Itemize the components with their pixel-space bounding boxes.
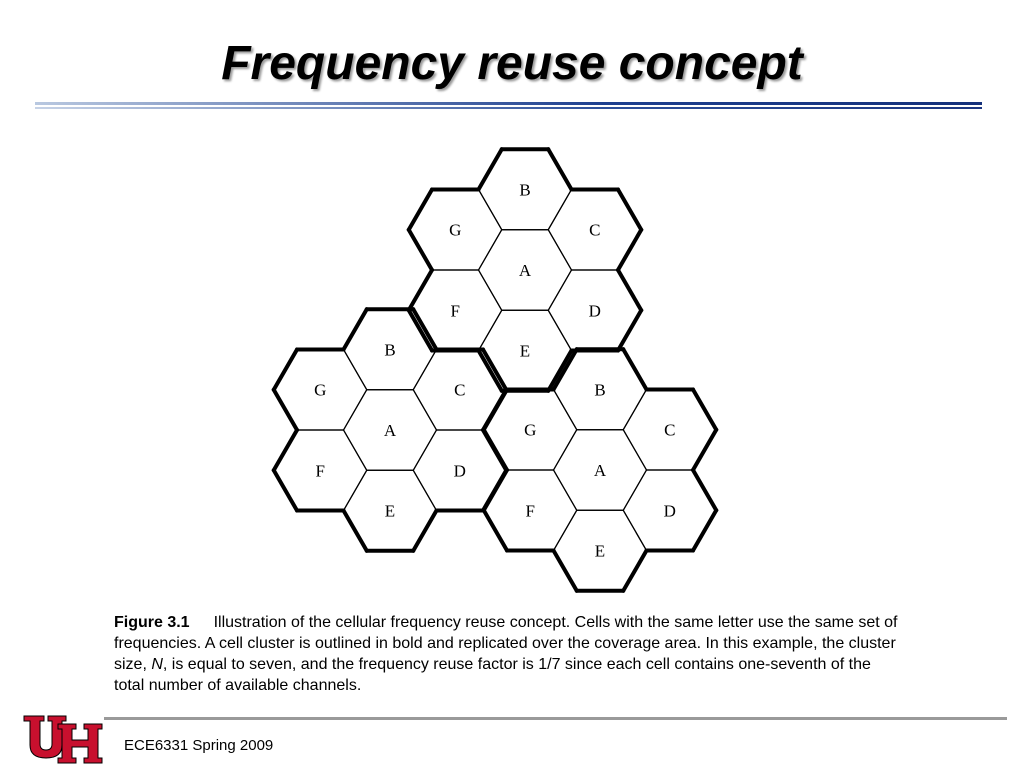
cluster-outline-edge-left [274,349,297,389]
cell-label-top-c: C [589,220,601,240]
cluster-outline-edge-left [483,349,506,389]
cluster-outline-edge-left [274,430,297,470]
cluster-outline-edge-right [693,389,716,429]
cluster-outline-edge-top [618,189,641,229]
cell-label-top-b: B [519,180,531,200]
cluster-outline-edge-left [413,511,436,551]
cluster-outline-edge-right [693,510,716,550]
cell-label-left-g: G [314,380,327,400]
cluster-outline-edge-right [554,349,577,389]
cell-label-top-f: F [450,301,460,321]
cell-label-top-d: D [588,301,601,321]
cluster-outline-edge-top [618,270,641,310]
cluster-outline-edge-right [484,430,507,470]
cell-label-right-f: F [525,501,535,521]
footer-course-label: ECE6331 Spring 2009 [124,737,274,754]
cell-label-right-d: D [663,501,676,521]
cell-label-left-f: F [315,461,325,481]
caption-variable-n: N [151,656,163,673]
cluster-outline-edge-left [413,309,436,349]
cluster-outline-edge-right [484,389,507,429]
cluster-outline-edge-right [484,470,507,510]
cell-label-left-e: E [384,501,396,521]
cell-label-left-c: C [454,380,466,400]
uh-logo [22,712,104,766]
slide-title: Frequency reuse concept [221,37,803,90]
cell-label-right-b: B [594,380,606,400]
footer-divider [104,717,1007,720]
caption-text-2: , is equal to seven, and the frequency reuse factor is 1/7 since each cell contains one-seventh of the total number of available channels. [114,656,871,694]
cluster-outline-edge-left [274,470,297,510]
cell-label-top-a: A [518,261,532,280]
cluster-outline-edge-top [548,351,571,391]
cluster-outline-edge-right [623,349,646,389]
cluster-outline-edge-top [479,351,502,391]
cell-label-left-d: D [453,461,466,481]
cell-label-right-a: A [593,461,607,480]
cluster-outline-edge-left [344,511,367,551]
cell-label-top-e: E [519,341,531,361]
cluster-outline-edge-top [409,230,432,270]
cluster-outline-edge-right [623,551,646,591]
cluster-outline-edge-top [409,270,432,310]
cell-label-left-b: B [384,340,396,360]
cluster-outline-edge-top [479,149,502,189]
cell-label-right-c: C [664,420,676,440]
cluster-outline-edge-left [344,309,367,349]
cluster-outline-edge-top [409,310,432,350]
cell-label-top-g: G [449,220,462,240]
cluster-outline-edge-top [618,310,641,350]
cluster-outline-edge-right [693,430,716,470]
cluster-outline-edge-top [618,230,641,270]
cluster-outline-edge-right [693,470,716,510]
cluster-outline-edge-top [548,149,571,189]
cluster-outline-edge-left [274,390,297,430]
cluster-outline-edge-right [484,510,507,550]
cluster-outline-edge-top [409,189,432,229]
cell-label-right-g: G [524,420,537,440]
figure-label: Figure 3.1 [114,614,190,631]
figure-caption [114,612,904,696]
caption-text-1: Illustration of the cellular frequency reuse concept. Cells with the same letter use the same set of frequencies. A cell cluster is outlined in bold and replicated over the coverage area. In this example, the cluster size, [114,614,898,673]
cluster-outline-edge-right [554,551,577,591]
cell-label-right-e: E [594,541,606,561]
cell-label-left-a: A [383,421,397,440]
